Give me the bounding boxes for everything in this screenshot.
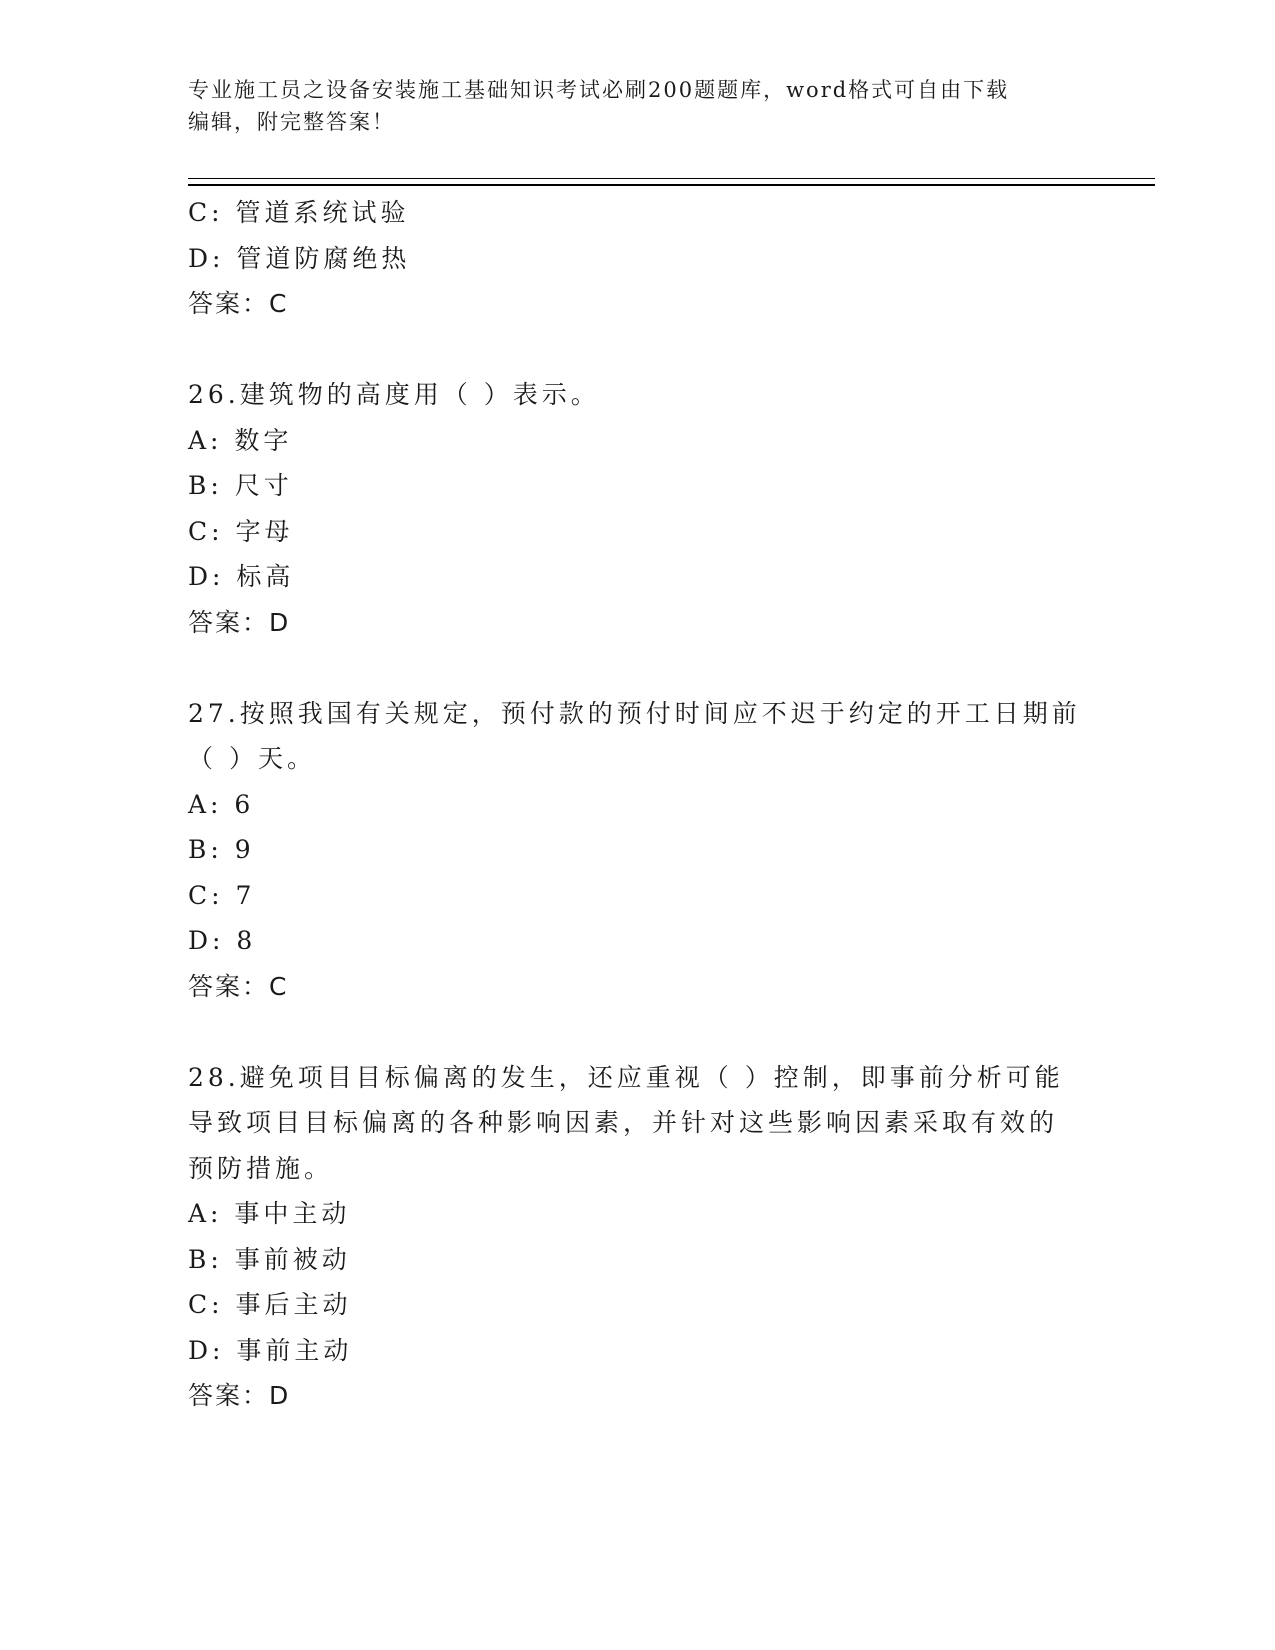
question-stem-continued: 预防措施。	[188, 1153, 334, 1183]
question-stem-continued: 导致项目目标偏离的各种影响因素，并针对这些影响因素采取有效的	[188, 1108, 1059, 1137]
option-c: C: 管道系统试验	[188, 198, 410, 227]
option-b: B: 9	[188, 835, 255, 864]
question-28	[188, 1055, 1068, 1419]
header-title-line-1: 专业施工员之设备安装施工基础知识考试必刷200题题库，word格式可自由下载	[188, 78, 1010, 102]
answer-label: 答案：D	[188, 607, 291, 637]
option-a: A: 事中主动	[188, 1199, 351, 1228]
answer-label: 答案：C	[188, 289, 289, 318]
question-spacer	[188, 327, 1068, 373]
option-d: D: 标高	[188, 562, 295, 591]
question-26	[188, 372, 1068, 645]
option-d: D: 8	[188, 926, 257, 955]
answer-label: 答案：C	[188, 971, 289, 1001]
option-d: D: 事前主动	[188, 1335, 353, 1365]
question-27	[188, 691, 1081, 1010]
document-header	[188, 74, 1088, 138]
option-d: D: 管道防腐绝热	[188, 243, 411, 273]
question-25-tail	[188, 190, 1068, 327]
option-a: A: 数字	[188, 425, 293, 455]
answer-label: 答案：D	[188, 1381, 291, 1410]
question-spacer	[188, 645, 1068, 691]
question-stem: 27.按照我国有关规定，预付款的预付时间应不迟于约定的开工日期前	[188, 698, 1081, 728]
question-list	[188, 190, 1081, 1419]
question-stem: 26.建筑物的高度用（ ）表示。	[188, 380, 600, 409]
question-spacer	[188, 1009, 1068, 1055]
option-c: C: 字母	[188, 516, 294, 546]
question-stem-continued: （ ）天。	[188, 744, 316, 773]
option-b: B: 事前被动	[188, 1244, 351, 1274]
header-divider	[188, 178, 1155, 186]
option-c: C: 7	[188, 880, 256, 910]
option-c: C: 事后主动	[188, 1290, 352, 1319]
option-a: A: 6	[188, 789, 255, 819]
header-title-line-2: 编辑，附完整答案！	[188, 110, 395, 134]
question-stem: 28.避免项目目标偏离的发生，还应重视（ ）控制，即事前分析可能	[188, 1062, 1064, 1092]
option-b: B: 尺寸	[188, 471, 293, 500]
